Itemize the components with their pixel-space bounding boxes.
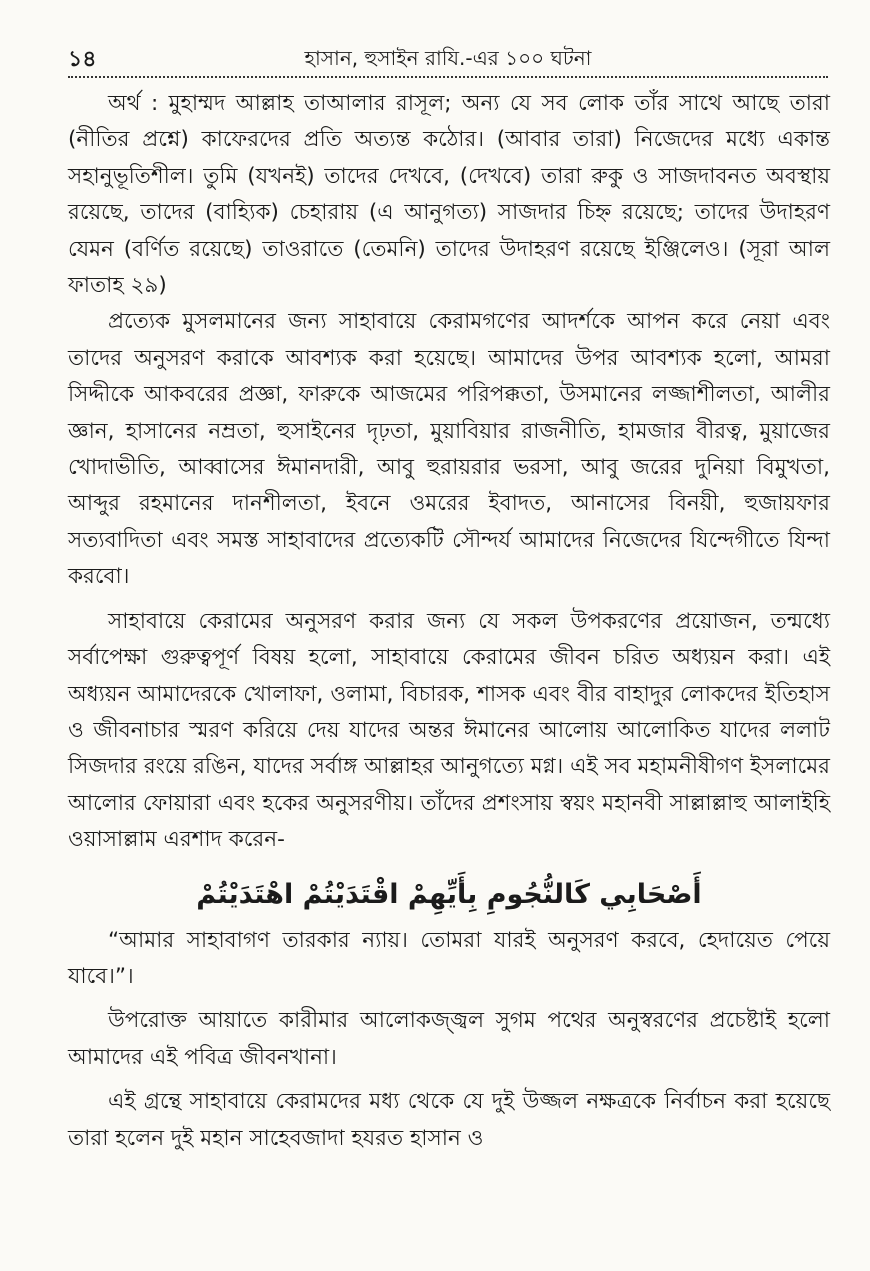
running-title: হাসান, হুসাইন রাযি.-এর ১০০ ঘটনা <box>304 46 592 70</box>
paragraph-studying-biographies: সাহাবায়ে কেরামের অনুসরণ করার জন্য যে সকল উপকরণের প্রয়োজন, তন্মধ্যে সর্বাপেক্ষা গুরুত্বপূর্ণ বিষয় হলো, সাহাবায়ে কেরামের জীবন চরিত অধ্যয়ন করা। এই অধ্যয়ন আমাদেরকে খোলাফা, ওলামা, বিচারক, শাসক এবং বীর বাহাদুর লোকদের ইতিহাস ও জীবনাচার স্মরণ করিয়ে দেয় যাদের অন্তর ঈমানের আলোয় আলোকিত যাদের ললাট সিজদার রংয়ে রঙিন, যাদের সর্বাঙ্গ আল্লাহর আনুগত্যে মগ্ন। এই সব মহামনীষীগণ ইসলামের আলোর ফোয়ারা এবং হকের অনুসরণীয়। তাঁদের প্রশংসায় স্বয়ং মহানবী সাল্লাল্লাহু আলাইহি ওয়াসাল্লাম এরশাদ করেন- <box>68 608 830 853</box>
page-number: ১৪ <box>68 47 97 72</box>
arabic-hadith: أَصْحَابِي كَالنُّجُومِ بِأَيِّهِمْ اقْتَدَيْتُمْ اهْتَدَيْتُمْ <box>196 878 702 910</box>
paragraph-following-sahaba: প্রত্যেক মুসলমানের জন্য সাহাবায়ে কেরামগণের আদর্শকে আপন করে নেয়া এবং তাদের অনুসরণ করাকে আবশ্যক করা হয়েছে। আমাদের উপর আবশ্যক হলো, আমরা সিদ্দীকে আকবরের প্রজ্ঞা, ফারুকে আজমের পরিপক্কতা, উসমানের লজ্জাশীলতা, আলীর জ্ঞান, হাসানের নম্রতা, হুসাইনের দৃঢ়তা, মুয়াবিয়ার রাজনীতি, হামজার বীরত্ব, মুয়াজের খোদাভীতি, আব্বাসের ঈমানদারী, আবু হুরায়রার ভরসা, আবু জরের দুনিয়া বিমুখতা, আব্দুর রহমানের দানশীলতা, ইবনে ওমরের ইবাদত, আনাসের বিনয়ী, হুজায়ফার সত্যবাদিতা এবং সমস্ত সাহাবাদের প্রত্যেকটি সৌন্দর্য আমাদের নিজেদের যিন্দেগীতে যিন্দা করবো। <box>68 309 830 590</box>
hadith-translation: “আমার সাহাবাগণ তারকার ন্যায়। তোমরা যারই অনুসরণ করবে, হেদায়েত পেয়ে যাবে।”। <box>68 927 830 989</box>
paragraph-book-selection: এই গ্রন্থে সাহাবায়ে কেরামদের মধ্য থেকে যে দুই উজ্জল নক্ষত্রকে নির্বাচন করা হয়েছে তারা হলেন দুই মহান সাহেবজাদা হযরত হাসান ও <box>68 1089 830 1151</box>
paragraph-effort: উপরোক্ত আয়াতে কারীমার আলোকজ্জ্বল সুগম পথের অনুস্বরণের প্রচেষ্টাই হলো আমাদের এই পবিত্র জীবনখানা। <box>68 1008 830 1070</box>
quran-translation-paragraph: অর্থ : মুহাম্মদ আল্লাহ তাআলার রাসূল; অন্য যে সব লোক তাঁর সাথে আছে তারা (নীতির প্রশ্নে) কাফেরদের প্রতি অত্যন্ত কঠোর। (আবার তারা) নিজেদের মধ্যে একান্ত সহানুভূতিশীল। তুমি (যখনই) তাদের দেখবে, (দেখবে) তারা রুকু ও সাজদাবনত অবস্থায় রয়েছে, তাদের (বাহ্যিক) চেহারায় (এ আনুগত্য) সাজদার চিহ্ন রয়েছে; তাদের উদাহরণ যেমন (বর্ণিত রয়েছে) তাওরাতে (তেমনি) তাদের উদাহরণ রয়েছে ইঞ্জিলেও। (সূরা আল ফাতাহ ২৯) <box>68 91 830 299</box>
body-text <box>68 86 830 1157</box>
page-header <box>68 40 828 78</box>
